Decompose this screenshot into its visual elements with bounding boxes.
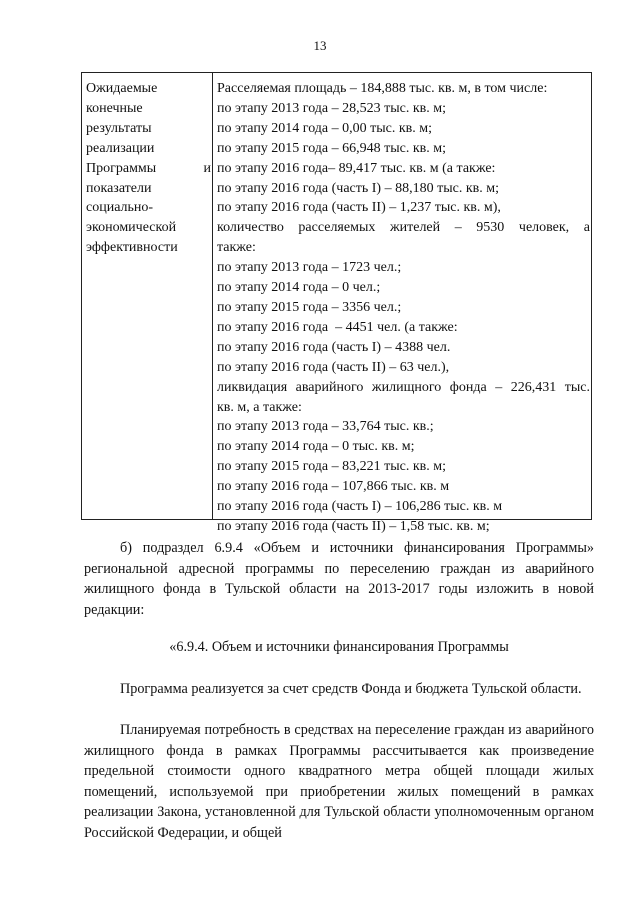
right-line: по этапу 2016 года – 107,866 тыс. кв. м xyxy=(217,479,450,495)
right-line: количество расселяемых жителей – 9530 человек, а xyxy=(217,220,590,236)
right-line: кв. м, а также: xyxy=(217,399,302,415)
funding-paragraph: Программа реализуется за счет средств Фонда и бюджета Тульской области. xyxy=(120,681,582,697)
right-line: по этапу 2016 года – 4451 чел. (а также: xyxy=(217,319,458,335)
right-line: по этапу 2015 года – 83,221 тыс. кв. м; xyxy=(217,459,447,475)
left-line: экономической xyxy=(86,220,177,236)
left-line: реализации xyxy=(86,140,155,156)
right-line: по этапу 2013 года – 28,523 тыс. кв. м; xyxy=(217,100,447,116)
page-number: 13 xyxy=(313,38,327,53)
right-line: по этапу 2016 года (часть II) – 63 чел.), xyxy=(217,359,450,375)
left-line: показатели xyxy=(86,180,152,196)
right-line: по этапу 2015 года – 3356 чел.; xyxy=(217,299,402,315)
right-line: по этапу 2016 года (часть I) – 88,180 тыс. кв. м; xyxy=(217,180,499,196)
left-line: Ожидаемые xyxy=(86,81,158,96)
right-line: по этапу 2016 года– 89,417 тыс. кв. м (а также: xyxy=(217,160,496,176)
right-line: по этапу 2013 года – 33,764 тыс. кв.; xyxy=(217,419,434,435)
table-right-cell xyxy=(217,79,590,537)
left-line-with-conj xyxy=(86,159,211,179)
right-line: по этапу 2014 года – 0 чел.; xyxy=(217,280,381,296)
planned-need-paragraph: Планируемая потребность в средствах на переселение граждан из аварийного жилищного фонда в рамках Программы рассчитывается как произведение предельной стоимости одного квадратного метра общей площади жилых помещений, используемой при приобретении жилых помещений в рамках реализации Закона, установленной для Тульской области уполномоченным органом Российской Федерации, и общей xyxy=(84,722,594,841)
left-line: конечные xyxy=(86,100,143,116)
right-line: по этапу 2016 года (часть I) – 4388 чел. xyxy=(217,339,451,355)
section-heading: «6.9.4. Объем и источники финансирования Программы xyxy=(169,639,509,655)
right-line: по этапу 2014 года – 0,00 тыс. кв. м; xyxy=(217,120,433,136)
right-line: по этапу 2016 года (часть I) – 106,286 тыс. кв. м xyxy=(217,499,503,515)
right-line: по этапу 2013 года – 1723 чел.; xyxy=(217,260,402,276)
table-left-cell xyxy=(86,79,211,258)
right-line: Расселяемая площадь – 184,888 тыс. кв. м, в том числе: xyxy=(217,81,548,96)
right-line: по этапу 2016 года (часть II) – 1,237 тыс. кв. м), xyxy=(217,200,501,216)
right-line: по этапу 2014 года – 0 тыс. кв. м; xyxy=(217,439,415,455)
right-line: по этапу 2015 года – 66,948 тыс. кв. м; xyxy=(217,140,447,156)
left-line: социально- xyxy=(86,200,154,216)
left-conjunction: и xyxy=(203,160,211,176)
right-line: по этапу 2016 года (часть II) – 1,58 тыс. кв. м; xyxy=(217,518,490,534)
left-line: Программы xyxy=(86,160,157,176)
right-line: ликвидация аварийного жилищного фонда – 226,431 тыс. xyxy=(217,379,590,395)
left-line: результаты xyxy=(86,120,152,136)
left-line: эффективности xyxy=(86,240,178,256)
table-column-divider xyxy=(212,73,213,519)
results-table xyxy=(81,72,592,534)
amendment-paragraph: б) подраздел 6.9.4 «Объем и источники финансирования Программы» региональной адресной программы по переселению граждан из аварийного жилищного фонда в Тульской области на 2013-2017 годы изложить в новой редакции: xyxy=(84,540,594,618)
right-line: также: xyxy=(217,240,256,256)
